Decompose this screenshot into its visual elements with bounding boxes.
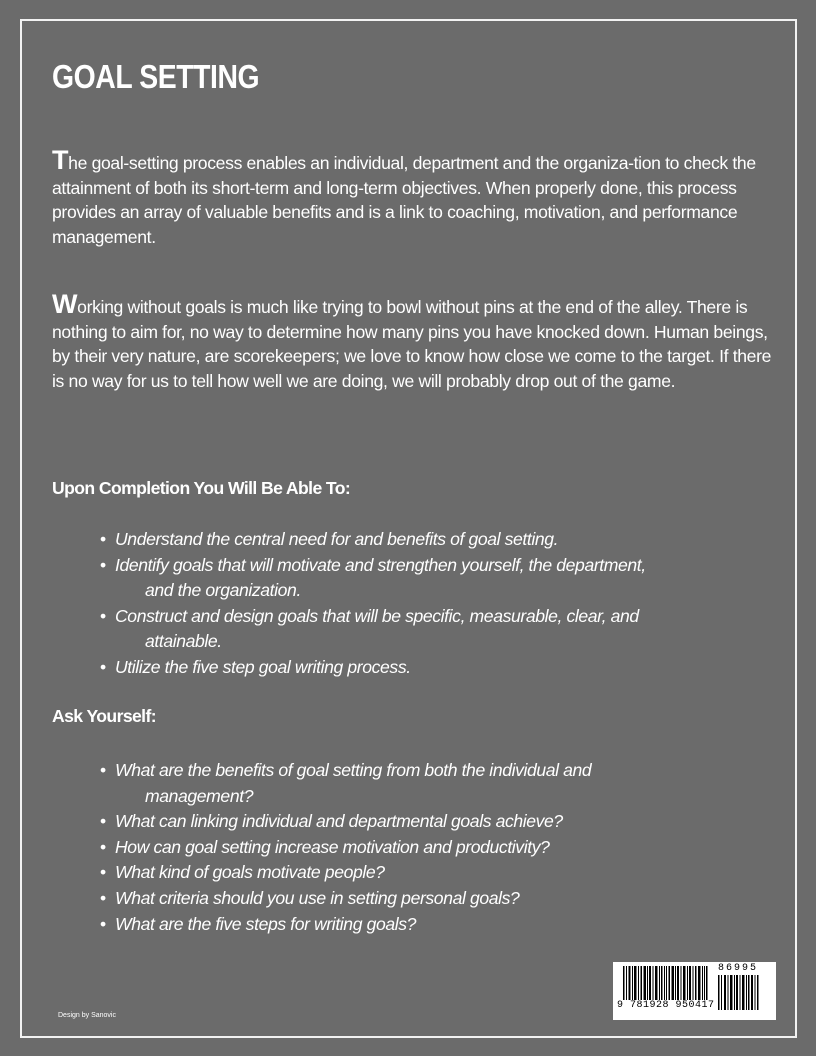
bullet-icon: • [100, 913, 106, 934]
intro-paragraph-2 [52, 291, 772, 393]
ask-yourself-list [100, 758, 750, 937]
barcode-addon-number: 86995 [718, 963, 759, 974]
bullet-icon: • [100, 836, 106, 857]
bullet-icon: • [100, 811, 106, 832]
page-title: GOAL SETTING [52, 58, 260, 95]
isbn-number: 9 781928 950417 [617, 1000, 715, 1011]
bullet-icon: • [100, 862, 106, 883]
bullet-icon: • [100, 554, 106, 575]
isbn-barcode [613, 962, 776, 1020]
list-item: • Understand the central need for and benefits of goal setting. [100, 527, 750, 553]
list-item: • What kind of goals motivate people? [100, 860, 750, 886]
bullet-icon: • [100, 760, 106, 780]
bullet-icon: • [100, 605, 106, 626]
bullet-icon: • [100, 656, 106, 677]
objectives-list [100, 527, 750, 681]
design-credit: Design by Sanovic [58, 1012, 116, 1019]
dropcap-letter: T [52, 145, 69, 175]
intro-paragraph-1 [52, 147, 772, 249]
objectives-heading: Upon Completion You Will Be Able To: [52, 478, 351, 498]
bullet-icon: • [100, 529, 106, 549]
list-item: • How can goal setting increase motivation and productivity? [100, 835, 750, 861]
list-item: • What criteria should you use in setting personal goals? [100, 886, 750, 912]
list-item: • What are the five steps for writing goals? [100, 912, 750, 938]
paragraph-text: he goal-setting process enables an individual, department and the organiza-tion to check the attainment of both its short-term and long-term objectives. When properly done, this process provides an array of valuable benefits and is a link to coaching, motivation, and performance management. [52, 153, 756, 247]
paragraph-text: orking without goals is much like trying to bowl without pins at the end of the alley. There is nothing to aim for, no way to determine how many pins you have knocked down. Human beings, by their very nature, are scorekeepers; we love to know how close we come to the target. If there is no way for us to tell how well we are doing, we will probably drop out of the game. [52, 297, 772, 391]
dropcap-letter: W [52, 289, 78, 319]
list-item: • What can linking individual and departmental goals achieve? [100, 809, 750, 835]
bullet-icon: • [100, 887, 106, 908]
list-item: • What are the benefits of goal setting from both the individual and management? [100, 760, 592, 806]
ask-yourself-heading: Ask Yourself: [52, 706, 156, 726]
list-item: • Construct and design goals that will be specific, measurable, clear, and attainable. [100, 605, 639, 652]
list-item: • Identify goals that will motivate and strengthen yourself, the department, and the organization. [100, 554, 646, 601]
list-item: • Utilize the five step goal writing process. [100, 655, 750, 681]
